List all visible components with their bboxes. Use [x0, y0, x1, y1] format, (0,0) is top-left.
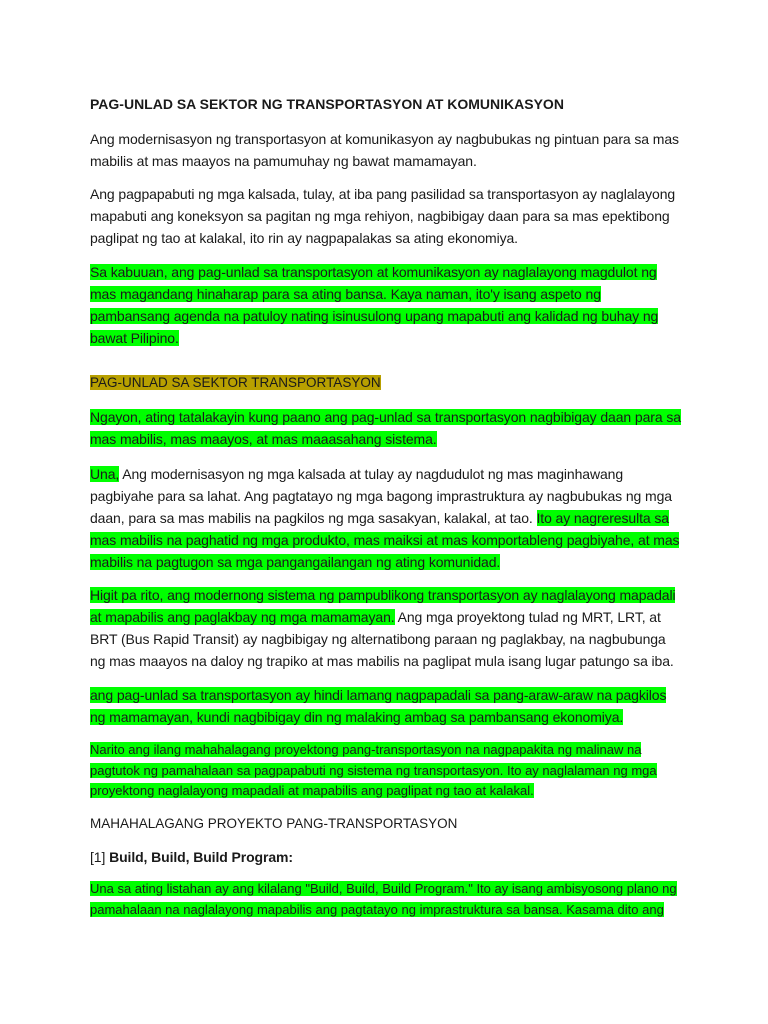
paragraph-roads: Ang pagpapabuti ng mga kalsada, tulay, at iba pang pasilidad sa transportasyon ay naglalayong mapabuti ang koneksyon sa pagitan ng mga rehiyon, nagbibigay daan para sa mas epektibong paglipat ng tao at kalakal, ito rin ay nagpapalakas sa ating ekonomiya.	[90, 186, 676, 246]
list-item-title: Build, Build, Build Program:	[109, 849, 293, 865]
list-item-heading	[90, 846, 682, 868]
paragraph-summary	[90, 261, 682, 349]
highlighted-text: Ngayon, ating tatalakayin kung paano ang pag-unlad sa transportasyon nagbibigay daan para sa mas mabilis, mas maayos, at mas maaasahang sistema.	[90, 409, 681, 447]
plain-text: Ang mga proyektong tulad ng MRT, LRT, at BRT (Bus Rapid Transit) ay nagbibigay ng alternatibong paraan ng paglakbay, na nagbubunga ng mas maayos na daloy ng trapiko at mas mabilis na paglipat mula isang lugar patungo sa iba.	[90, 609, 674, 669]
paragraph-public-transport	[90, 584, 682, 672]
list-number: [1]	[90, 849, 110, 865]
highlighted-heading: PAG-UNLAD SA SEKTOR TRANSPORTASYON	[90, 375, 381, 390]
highlighted-text: ang pag-unlad sa transportasyon ay hindi lamang nagpapadali sa pang-araw-araw na pagkilos ng mamamayan, kundi nagbibigay din ng malaking ambag sa pambansang ekonomiya.	[90, 687, 667, 725]
highlighted-text: Una sa ating listahan ay ang kilalang "Build, Build, Build Program." Ito ay isang ambisyosong plano ng pamahalaan na naglalayong mapabilis ang pagtatayo ng imprastruktura sa bansa. Kasama dito ang	[90, 881, 677, 917]
paragraph-economy	[90, 684, 682, 728]
paragraph-projects-intro	[90, 740, 682, 802]
section-heading-projects: MAHAHALAGANG PROYEKTO PANG-TRANSPORTASYON	[90, 816, 458, 831]
paragraph-discussion	[90, 406, 682, 450]
paragraph-first-point	[90, 463, 682, 573]
highlighted-text: Higit pa rito, ang modernong sistema ng pampublikong transportasyon ay naglalayong mapadali at mapabilis ang paglakbay ng mga mamamayan.	[90, 587, 676, 625]
section-heading-transport	[90, 373, 682, 393]
paragraph-intro: Ang modernisasyon ng transportasyon at komunikasyon ay nagbubukas ng pintuan para sa mas mabilis at mas maayos na pamumuhay ng bawat mamamayan.	[90, 131, 679, 169]
document-title: PAG-UNLAD SA SEKTOR NG TRANSPORTASYON AT KOMUNIKASYON	[90, 96, 564, 112]
highlighted-text: Una,	[90, 466, 120, 482]
paragraph-build-program	[90, 879, 682, 920]
highlighted-text: Narito ang ilang mahahalagang proyektong pang-transportasyon na nagpapakita ng malinaw na pagtutok ng pamahalaan sa pagpapabuti ng sistema ng transportasyon. Ito ay naglalaman ng mga proyektong naglalayong mapadali at mapabilis ang paglipat ng tao at kalakal.	[90, 742, 657, 798]
highlighted-text: Sa kabuuan, ang pag-unlad sa transportasyon at komunikasyon ay naglalayong magdulot ng mas magandang hinaharap para sa ating bansa. Kaya naman, ito'y isang aspeto ng pambansang agenda na patuloy nating isinusulong upang mapabuti ang kalidad ng buhay ng bawat Pilipino.	[90, 264, 659, 346]
plain-text: Ang modernisasyon ng mga kalsada at tulay ay nagdudulot ng mas maginhawang pagbiyahe para sa lahat. Ang pagtatayo ng mga bagong imprastruktura ay nagbubukas ng mga daan, para sa mas mabilis na pagkilos ng mga sasakyan, kalakal, at tao.	[90, 466, 672, 526]
highlighted-text: Ito ay nagreresulta sa mas mabilis na paghatid ng mga produkto, mas maiksi at mas komportableng pagbiyahe, at mas mabilis na pagtugon sa mga pangangailangan ng ating komunidad.	[90, 510, 680, 570]
